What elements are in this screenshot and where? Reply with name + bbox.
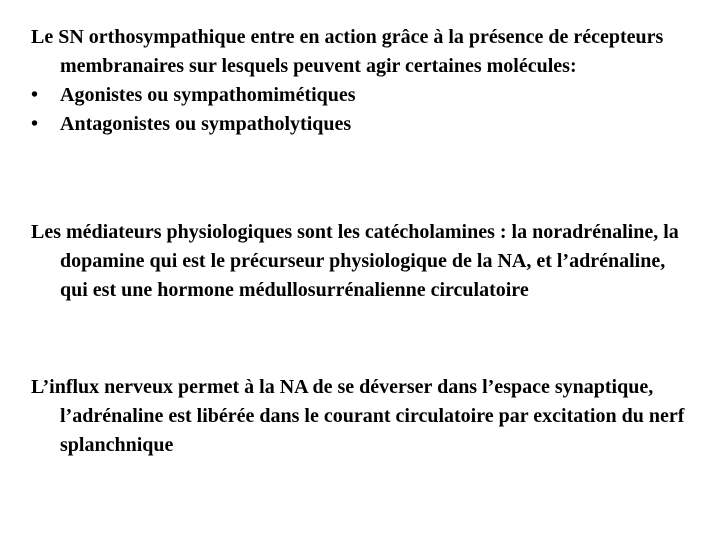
nerve-impulse-paragraph: L’influx nerveux permet à la NA de se déverser dans l’espace synaptique, l’adrénaline est libérée dans le courant circulatoire par excitation du nerf splanchnique (31, 376, 685, 456)
mediators-paragraph: Les médiateurs physiologiques sont les catécholamines : la noradrénaline, la dopamine qui est le précurseur physiologique de la NA, et l’adrénaline, qui est une hormone médullosurrénalienne circulatoire (31, 221, 679, 301)
nerve-impulse-section (31, 373, 691, 460)
mediators-section (31, 218, 691, 305)
bullet-label-antagonists: Antagonistes ou sympatholytiques (60, 113, 352, 135)
bullet-icon: • (31, 113, 39, 135)
bullet-item-agonists (31, 81, 691, 110)
bullet-item-antagonists (31, 110, 691, 139)
receptors-paragraph: Le SN orthosympathique entre en action grâce à la présence de récepteurs membranaires sur lesquels peuvent agir certaines molécules: (31, 26, 664, 77)
bullet-label-agonists: Agonistes ou sympathomimétiques (60, 84, 356, 106)
bullet-icon: • (31, 84, 39, 106)
receptors-section (31, 23, 691, 139)
